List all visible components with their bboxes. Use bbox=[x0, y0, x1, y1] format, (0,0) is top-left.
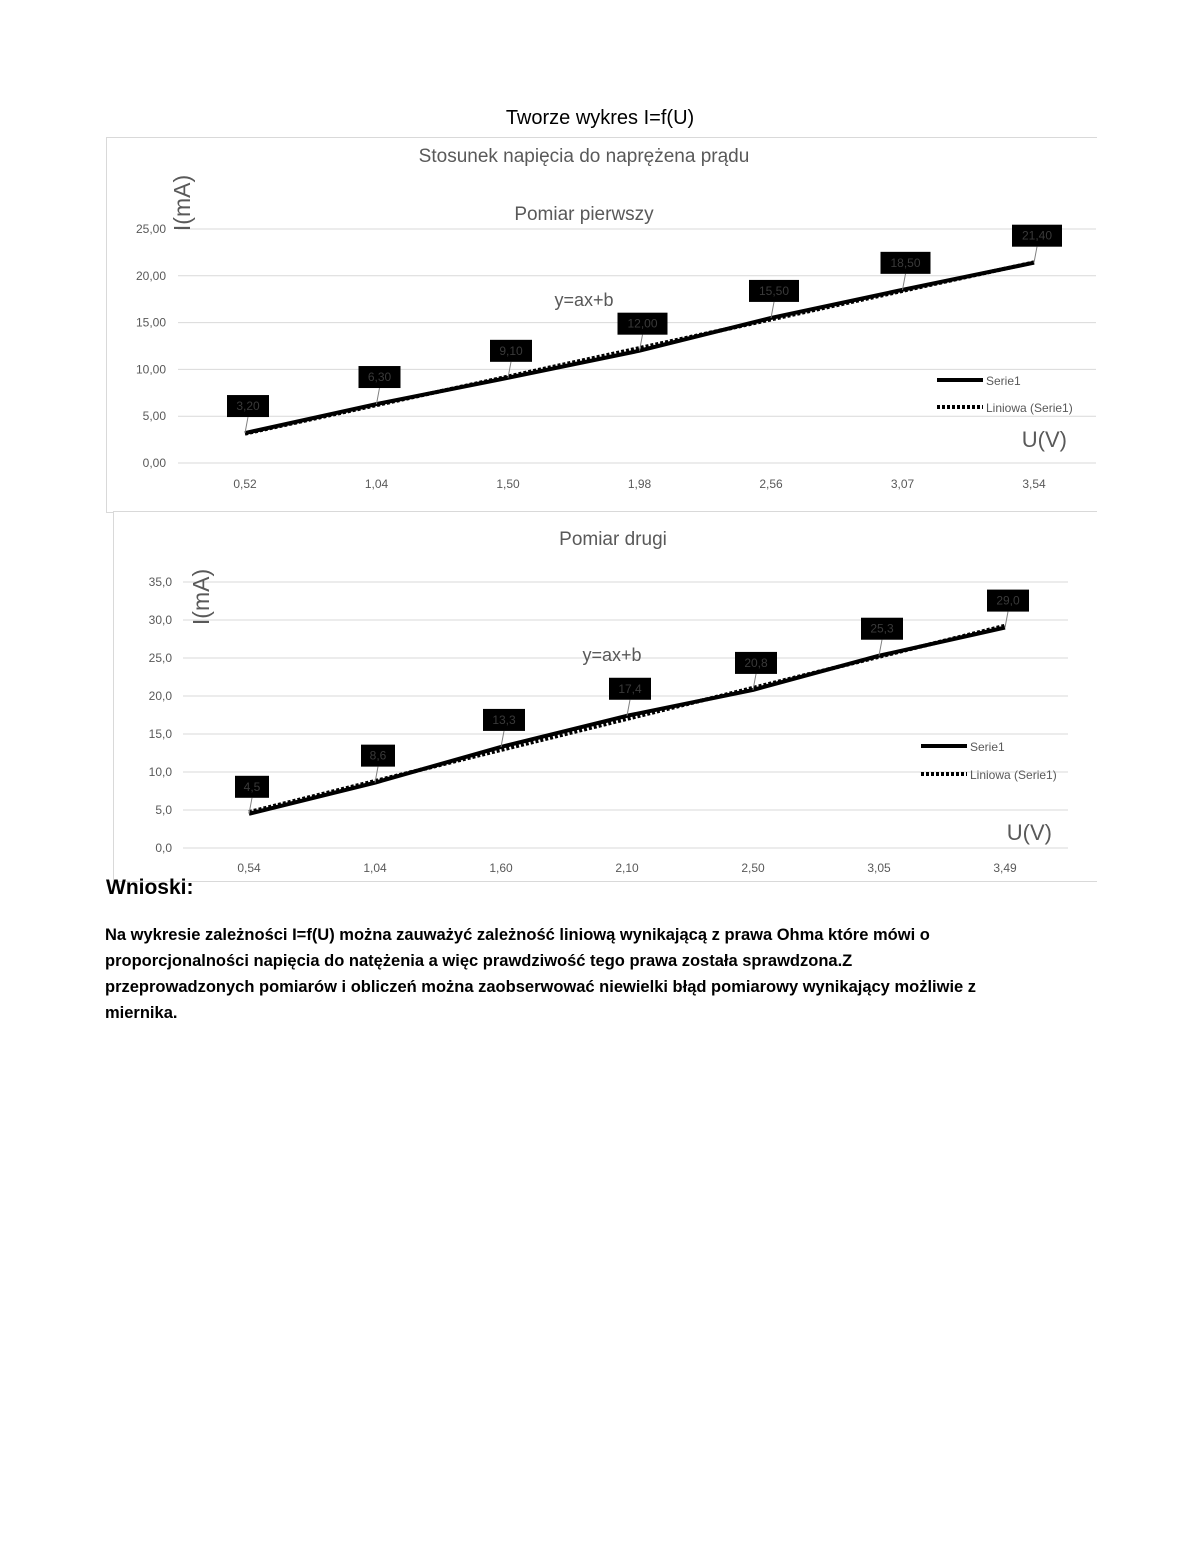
chart2-data-label: 20,8 bbox=[744, 655, 768, 670]
chart2-x-tick-label: 3,49 bbox=[993, 861, 1017, 875]
chart2-x-tick-label: 0,54 bbox=[237, 861, 261, 875]
chart1-legend-label-series: Serie1 bbox=[986, 374, 1021, 388]
chart2-y-tick-label: 0,0 bbox=[155, 841, 172, 855]
chart1-title: Pomiar pierwszy bbox=[514, 204, 654, 225]
chart1-data-label: 9,10 bbox=[499, 343, 523, 358]
chart2-data-label: 25,3 bbox=[870, 621, 894, 636]
chart1-x-tick-label: 2,56 bbox=[759, 477, 783, 491]
chart2-x-tick-label: 1,04 bbox=[363, 861, 387, 875]
chart1-data-label: 3,20 bbox=[236, 399, 260, 414]
chart2-data-label: 8,6 bbox=[369, 748, 387, 763]
chart2-data-label: 29,0 bbox=[996, 593, 1020, 608]
chart2-data-label: 13,3 bbox=[492, 712, 516, 727]
chart1-legend-label-trendline: Liniowa (Serie1) bbox=[986, 401, 1073, 415]
chart1-data-label: 15,50 bbox=[758, 283, 790, 298]
chart2-data-label: 4,5 bbox=[243, 779, 261, 794]
chart2-data-label: 17,4 bbox=[618, 681, 642, 696]
chart2-y-tick-label: 5,0 bbox=[155, 803, 172, 817]
chart1-x-tick-label: 0,52 bbox=[233, 477, 257, 491]
chart2-equation-annotation: y=ax+b bbox=[582, 645, 642, 665]
chart1-equation-annotation: y=ax+b bbox=[554, 290, 614, 310]
chart2-y-tick-label: 25,0 bbox=[148, 651, 172, 665]
chart2-y-tick-label: 15,0 bbox=[148, 727, 172, 741]
chart2-y-tick-label: 20,0 bbox=[148, 689, 172, 703]
chart2-legend-label-trendline: Liniowa (Serie1) bbox=[970, 768, 1057, 782]
chart1-y-tick-label: 25,00 bbox=[135, 222, 166, 236]
chart1-x-tick-label: 1,98 bbox=[627, 477, 652, 491]
chart1-x-tick-label: 1,04 bbox=[364, 477, 389, 491]
chart2-x-tick-label: 2,10 bbox=[615, 861, 639, 875]
chart1-x-axis-label: U(V) bbox=[1021, 427, 1067, 452]
chart2-x-tick-label: 2,50 bbox=[741, 861, 765, 875]
chart2-y-axis-label: I(mA) bbox=[188, 568, 214, 626]
conclusions-text: Na wykresie zależności I=f(U) można zauważyć zależność liniową wynikającą z prawa Ohma które mówi o proporcjonalności napięcia do natężenia a więc prawdziwość tego prawa została sprawdzona.Z przeprowadzonych pomiarów i obliczeń można zaobserwować niewielki błąd pomiarowy wynikający możliwie z miernika. bbox=[105, 926, 977, 1022]
chart1-data-label: 12,00 bbox=[627, 316, 658, 331]
chart1-data-label: 6,30 bbox=[367, 370, 392, 385]
chart1-y-axis-label: I(mA) bbox=[169, 174, 195, 232]
chart2-x-tick-label: 3,05 bbox=[867, 861, 891, 875]
chart2-x-axis-label: U(V) bbox=[1006, 820, 1052, 845]
chart1-supertitle: Stosunek napięcia do naprężena prądu bbox=[418, 146, 750, 167]
chart1-y-tick-label: 0,00 bbox=[142, 456, 166, 470]
chart1-y-tick-label: 10,00 bbox=[135, 362, 166, 377]
chart2-y-tick-label: 30,0 bbox=[148, 613, 172, 627]
chart2-y-tick-label: 35,0 bbox=[148, 575, 172, 589]
chart1-y-tick-label: 20,00 bbox=[135, 268, 166, 283]
chart1-y-tick-label: 15,00 bbox=[135, 315, 166, 330]
document-title: Tworze wykres I=f(U) bbox=[505, 107, 695, 129]
chart1-x-tick-label: 3,07 bbox=[890, 477, 915, 491]
conclusions-heading: Wnioski: bbox=[106, 876, 194, 899]
chart2-legend-label-series: Serie1 bbox=[970, 740, 1005, 754]
chart1-series-line bbox=[245, 263, 1034, 433]
chart2-title: Pomiar drugi bbox=[559, 529, 667, 550]
chart1-data-label-leader bbox=[1034, 247, 1037, 263]
chart2-x-tick-label: 1,60 bbox=[489, 861, 513, 875]
chart1-x-tick-label: 3,54 bbox=[1022, 477, 1046, 491]
chart1-x-tick-label: 1,50 bbox=[496, 477, 520, 491]
chart1-data-label: 18,50 bbox=[890, 255, 921, 270]
chart1-data-label: 21,40 bbox=[1021, 228, 1053, 243]
chart1-y-tick-label: 5,00 bbox=[142, 409, 166, 424]
chart2-y-tick-label: 10,0 bbox=[148, 765, 172, 779]
